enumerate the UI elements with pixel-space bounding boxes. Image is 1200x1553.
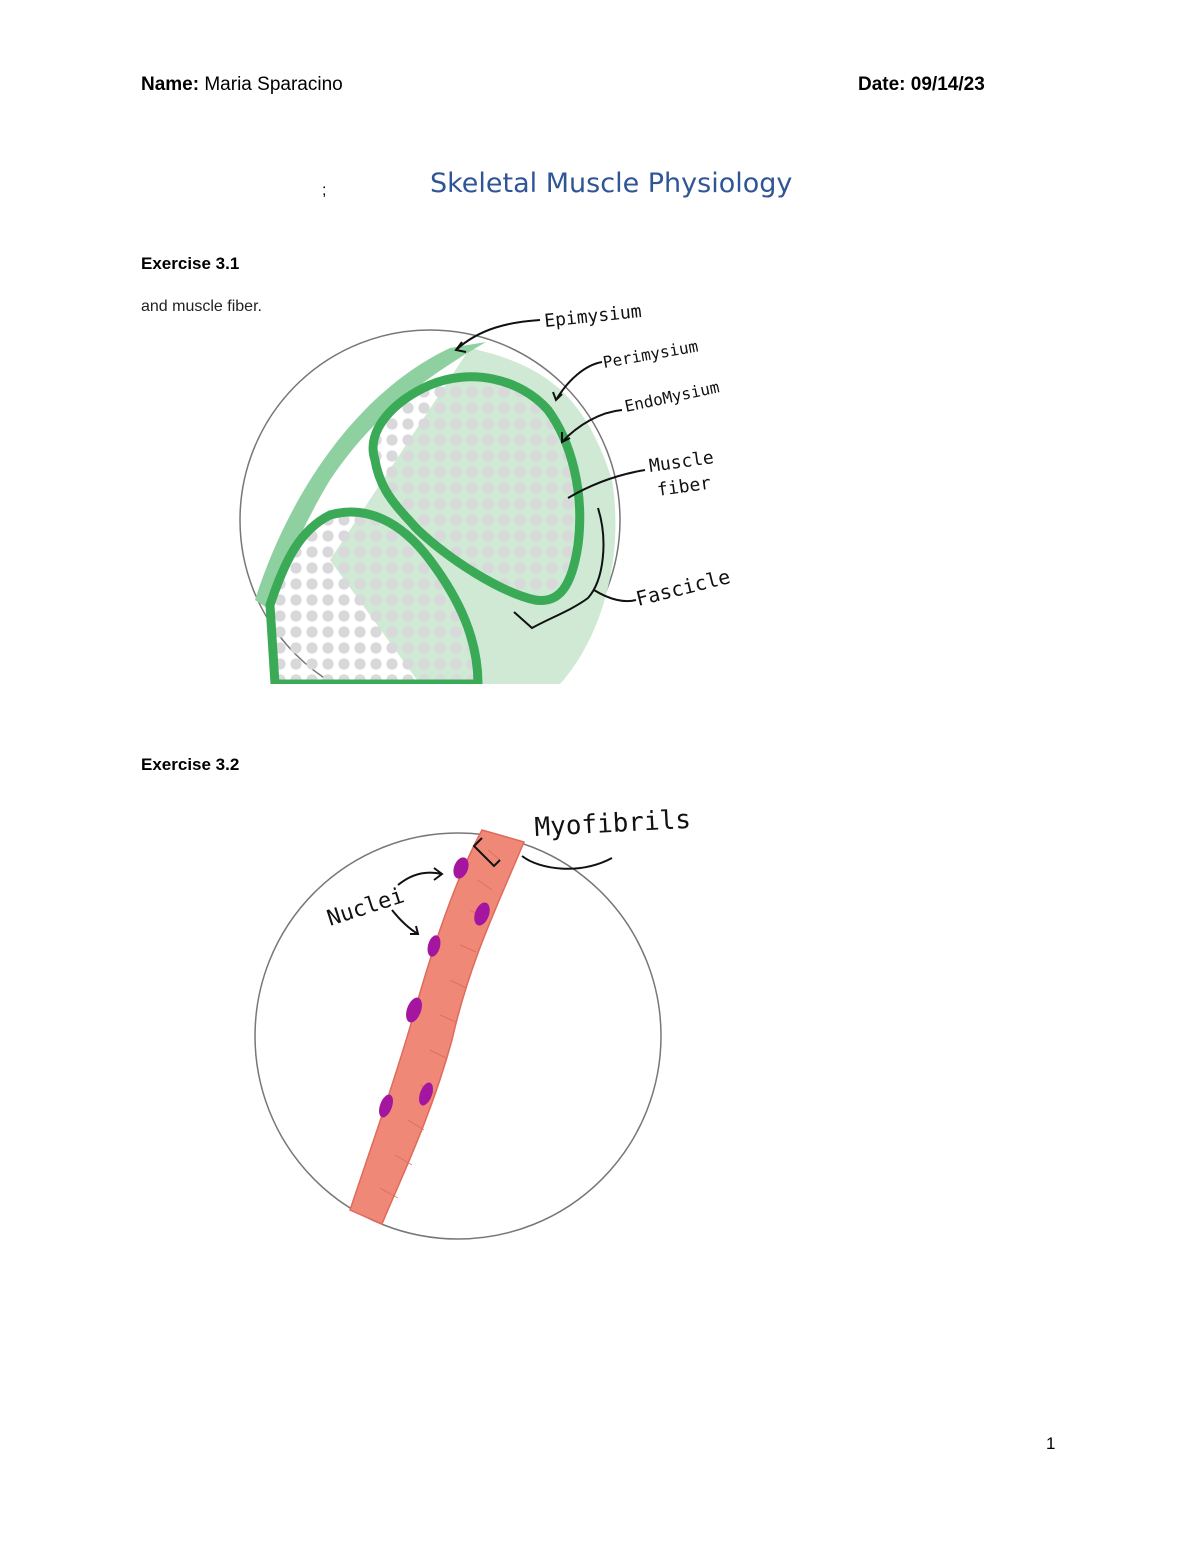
page-number: 1 xyxy=(1046,1434,1056,1453)
label-epimysium: Epimysium xyxy=(543,300,643,332)
label-fascicle: Fascicle xyxy=(633,564,733,611)
label-fiber: fiber xyxy=(655,472,713,501)
nuclei-arrow-2 xyxy=(392,910,418,934)
label-perimysium: Perimysium xyxy=(601,336,700,372)
page-title: Skeletal Muscle Physiology xyxy=(430,168,793,199)
exercise-1-heading: Exercise 3.1 xyxy=(141,254,240,273)
stray-mark: ; xyxy=(322,182,327,199)
muscle-fiber-strand xyxy=(350,830,524,1224)
label-muscle: Muscle xyxy=(647,447,716,477)
exercise-1-subtitle: and muscle fiber. xyxy=(141,298,262,315)
name-label: Name: xyxy=(141,74,200,95)
label-myofibrils: Myofibrils xyxy=(533,804,692,843)
label-endomysium: EndoMysium xyxy=(622,377,722,416)
label-nuclei: Nuclei xyxy=(324,883,408,932)
date-value: 09/14/23 xyxy=(910,74,985,95)
myofibrils-line xyxy=(522,856,612,869)
date-label: Date: xyxy=(858,74,906,95)
exercise-2-heading: Exercise 3.2 xyxy=(141,755,240,774)
name-value: Maria Sparacino xyxy=(204,74,343,95)
